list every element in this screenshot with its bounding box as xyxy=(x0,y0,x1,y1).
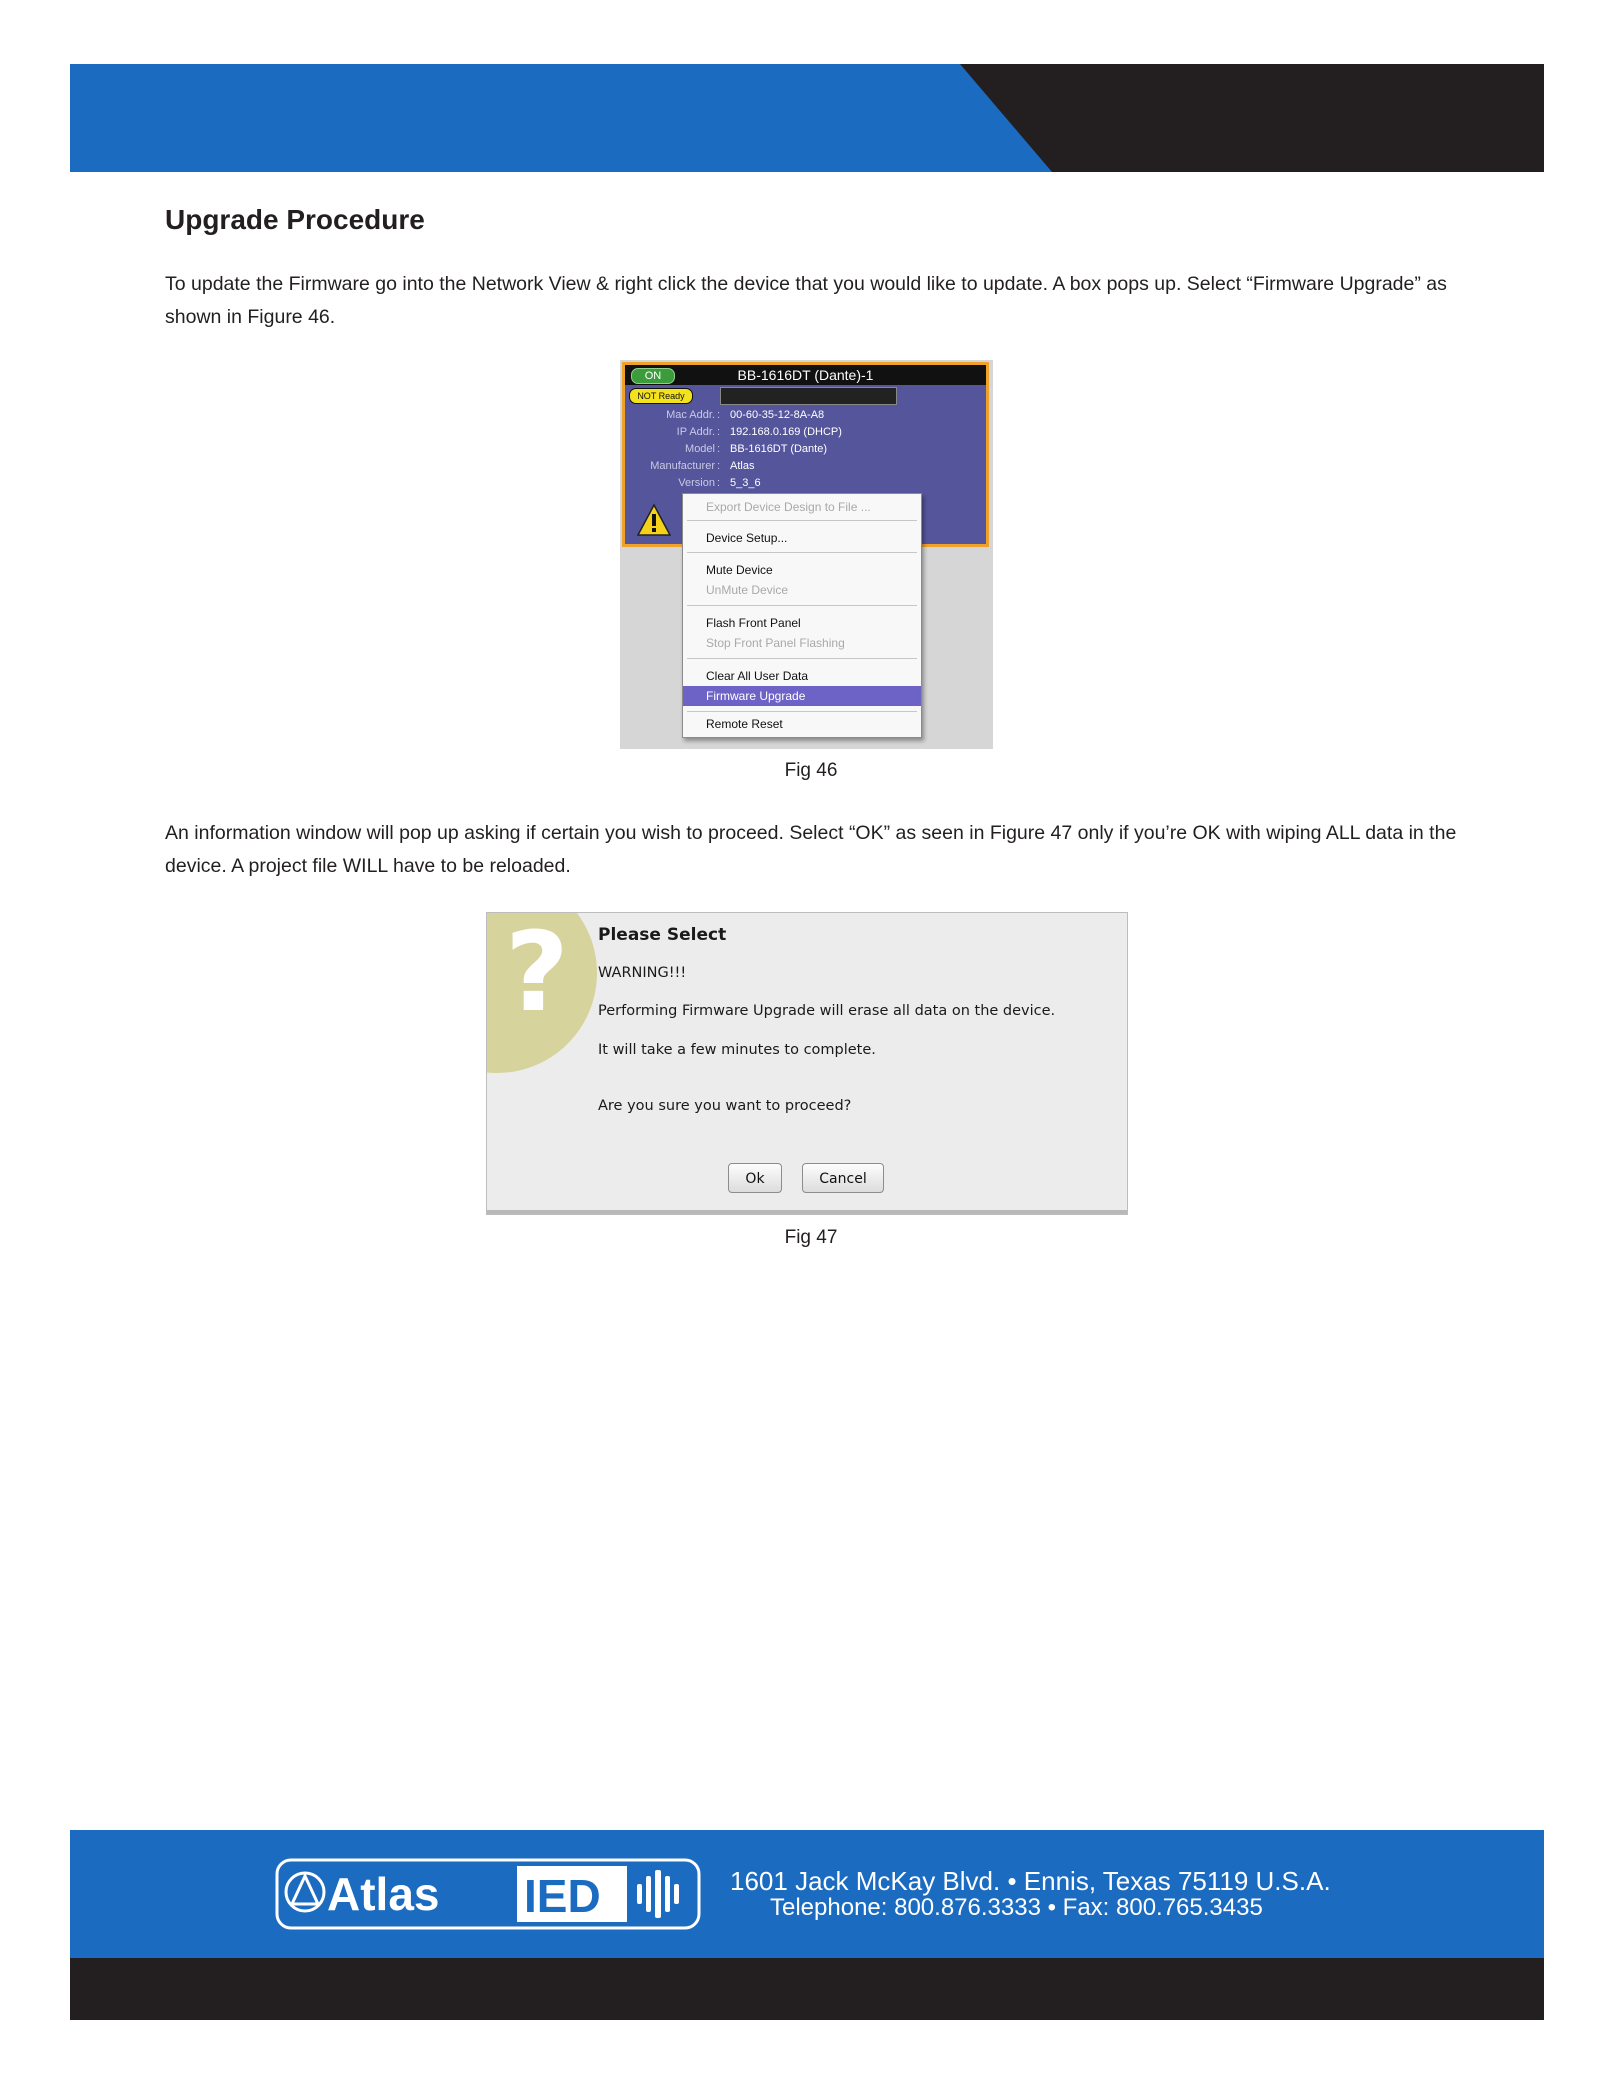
info-value: 192.168.0.169 (DHCP) xyxy=(730,426,842,438)
menu-separator xyxy=(687,711,917,712)
menu-item-unmute-device[interactable]: UnMute Device xyxy=(706,583,789,597)
header-blue-shape xyxy=(70,64,1544,172)
info-label: Manufacturer xyxy=(650,460,715,472)
dialog-line-duration: It will take a few minutes to complete. xyxy=(598,1042,876,1058)
atlasied-logo xyxy=(275,1858,701,1930)
figure-47-dialog xyxy=(486,912,1128,1215)
menu-item-firmware-upgrade[interactable]: Firmware Upgrade xyxy=(683,686,921,706)
info-value: 5_3_6 xyxy=(730,477,761,489)
cancel-button[interactable]: Cancel xyxy=(802,1163,884,1193)
info-label: IP Addr. xyxy=(676,426,715,438)
info-paragraph: An information window will pop up asking if certain you wish to proceed. Select “OK” as seen in Figure 47 only if you’re OK with wiping ALL data in the device. A project file WILL have to be reloaded. xyxy=(165,822,1457,877)
footer-address: 1601 Jack McKay Blvd. • Ennis, Texas 75119 U.S.A. xyxy=(730,1866,1331,1896)
intro-paragraph: To update the Firmware go into the Network View & right click the device that you would like to update. A box pops up. Select “Firmware Upgrade” as shown in Figure 46. xyxy=(165,273,1447,328)
info-label: Mac Addr. xyxy=(666,409,715,421)
info-value: Atlas xyxy=(730,460,755,472)
dialog-line-erase: Performing Firmware Upgrade will erase all data on the device. xyxy=(598,1003,1056,1019)
device-name: BB-1616DT (Dante)-1 xyxy=(737,367,874,383)
menu-item-device-setup[interactable]: Device Setup... xyxy=(706,531,788,545)
ok-button[interactable]: Ok xyxy=(728,1163,782,1193)
figure-47-caption: Fig 47 xyxy=(784,1227,838,1248)
info-value: BB-1616DT (Dante) xyxy=(730,443,828,455)
sound-bars-icon xyxy=(637,1870,679,1918)
dialog-bottom-edge xyxy=(487,1210,1127,1214)
info-row-ip: IP Addr. : 192.168.0.169 (DHCP) xyxy=(625,424,985,441)
header-band xyxy=(70,64,1544,172)
footer-phone: Telephone: 800.876.3333 • Fax: 800.765.3435 xyxy=(770,1894,1263,1921)
menu-item-mute-device[interactable]: Mute Device xyxy=(706,563,773,577)
on-status-badge: ON xyxy=(631,368,675,384)
info-label: Version xyxy=(678,477,715,489)
dialog-line-confirm: Are you sure you want to proceed? xyxy=(598,1098,852,1114)
context-menu xyxy=(682,493,922,738)
dialog-heading: Please Select xyxy=(598,925,727,945)
info-row-manufacturer: Manufacturer : Atlas xyxy=(625,458,985,475)
logo-text-atlas: Atlas xyxy=(327,1868,440,1920)
device-thumbnail xyxy=(720,387,897,405)
figure-46-screenshot xyxy=(620,360,993,749)
page-title: Upgrade Procedure xyxy=(165,204,425,235)
menu-item-stop-flashing[interactable]: Stop Front Panel Flashing xyxy=(706,636,845,650)
menu-item-export-design[interactable]: Export Device Design to File ... xyxy=(706,500,871,514)
menu-separator xyxy=(687,658,917,659)
footer-dark-band xyxy=(70,1958,1544,2020)
info-label: Model xyxy=(685,443,715,455)
info-row-version: Version : 5_3_6 xyxy=(625,475,985,492)
menu-separator xyxy=(687,520,917,521)
device-title-bar xyxy=(625,365,986,385)
menu-item-clear-user-data[interactable]: Clear All User Data xyxy=(706,669,809,683)
warning-icon xyxy=(637,503,671,537)
logo-text-ied: IED xyxy=(524,1870,601,1922)
question-mark-icon: ? xyxy=(505,912,569,1036)
info-row-mac: Mac Addr. : 00-60-35-12-8A-A8 xyxy=(625,407,985,424)
menu-item-flash-front-panel[interactable]: Flash Front Panel xyxy=(706,616,801,630)
dialog-warning: WARNING!!! xyxy=(598,965,687,981)
info-row-model: Model : BB-1616DT (Dante) xyxy=(625,441,985,458)
menu-separator xyxy=(687,605,917,606)
not-ready-badge: NOT Ready xyxy=(629,388,693,404)
info-value: 00-60-35-12-8A-A8 xyxy=(730,409,825,421)
menu-separator xyxy=(687,552,917,553)
menu-item-remote-reset[interactable]: Remote Reset xyxy=(706,717,783,731)
figure-46-caption: Fig 46 xyxy=(784,760,838,781)
